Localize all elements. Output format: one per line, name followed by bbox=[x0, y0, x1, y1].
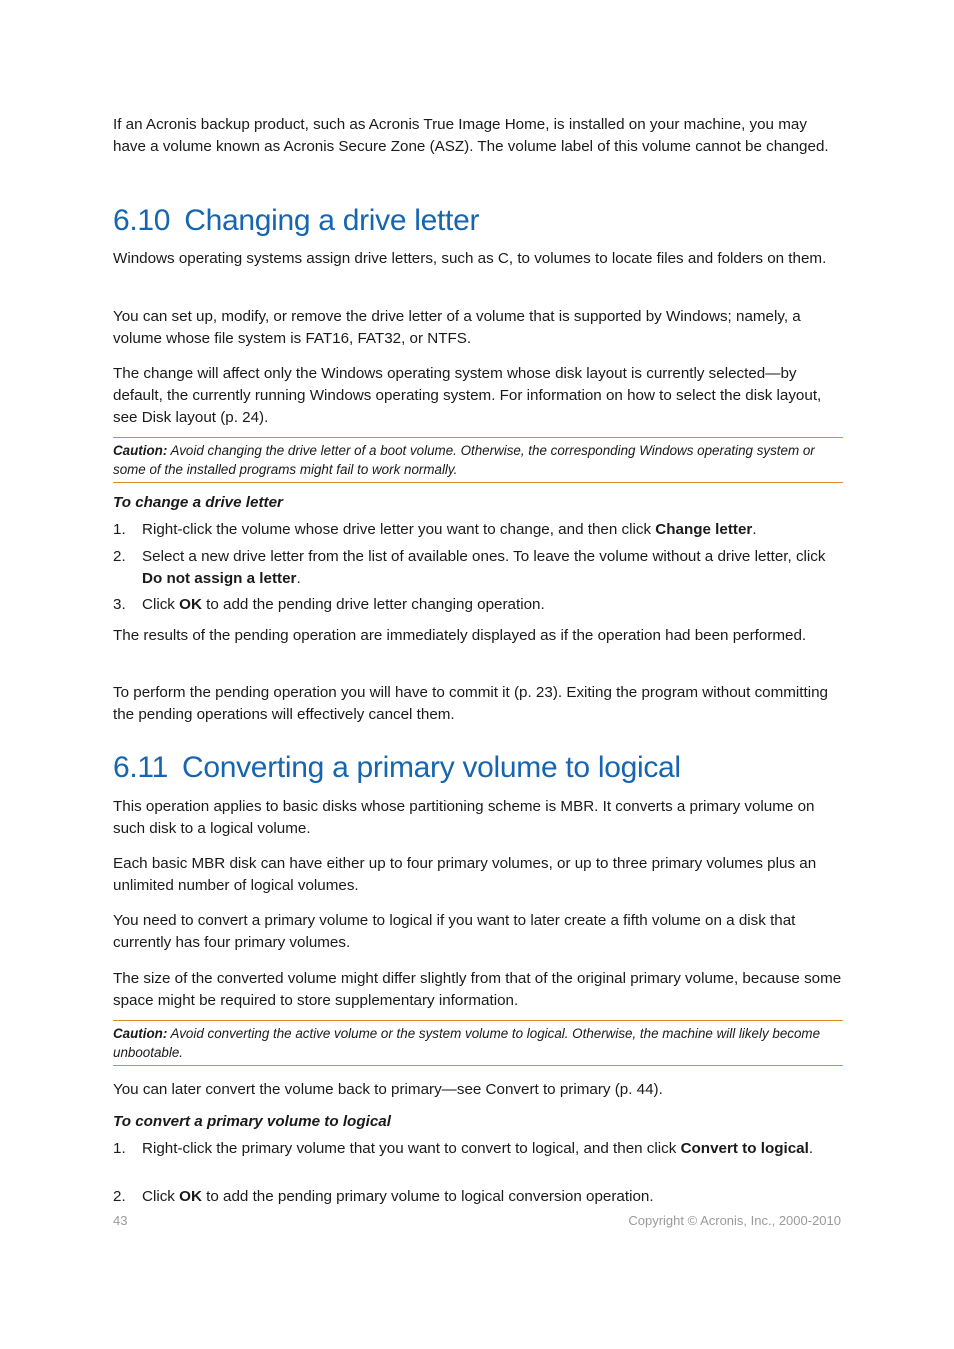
procedure-title: To convert a primary volume to logical bbox=[113, 1113, 391, 1130]
procedure-title: To change a drive letter bbox=[113, 494, 283, 511]
step-text: . bbox=[296, 569, 301, 587]
step-text: Select a new drive letter from the list of available ones. To leave the volume without a drive letter, click bbox=[142, 548, 826, 565]
page-footer bbox=[113, 1213, 841, 1228]
section-number: 6.10 bbox=[113, 204, 171, 237]
section-title: Converting a primary volume to logical bbox=[181, 751, 681, 784]
paragraph: Each basic MBR disk can have either up to four primary volumes, or up to three primary volumes plus an unlimited number of logical volumes. bbox=[113, 855, 817, 894]
ui-command: Change letter bbox=[655, 521, 753, 538]
step-number: 3. bbox=[113, 596, 126, 613]
caution-note bbox=[113, 437, 843, 483]
step-text: Click bbox=[142, 596, 180, 613]
copyright-notice: Copyright © Acronis, Inc., 2000-2010 bbox=[628, 1213, 841, 1228]
list-item bbox=[113, 546, 843, 590]
step-text: Right-click the volume whose drive letter you want to change, and then click bbox=[142, 521, 656, 538]
intro-paragraph: If an Acronis backup product, such as Acronis True Image Home, is installed on your machine, you may have a volume known as Acronis Secure Zone (ASZ). The volume label of this volume cannot be changed. bbox=[113, 116, 829, 155]
caution-text: Avoid changing the drive letter of a boot volume. Otherwise, the corresponding Windows operating system or some of the installed programs might fail to work normally. bbox=[113, 443, 815, 477]
step-text: . bbox=[752, 521, 757, 538]
step-text: Click bbox=[142, 1188, 180, 1205]
paragraph: You need to convert a primary volume to logical if you want to later create a fifth volume on a disk that currently has four primary volumes. bbox=[113, 912, 796, 951]
section-heading-6-11 bbox=[113, 750, 843, 786]
paragraph: Windows operating systems assign drive letters, such as C, to volumes to locate files and folders on them. bbox=[113, 250, 827, 267]
paragraph: This operation applies to basic disks whose partitioning scheme is MBR. It converts a primary volume on such disk to a logical volume. bbox=[113, 798, 815, 837]
step-text: . bbox=[808, 1140, 814, 1157]
paragraph: To perform the pending operation you will have to commit it (p. 23). Exiting the program without committing the pending operations will effectively cancel them. bbox=[113, 684, 828, 723]
ui-command: OK bbox=[179, 1188, 202, 1205]
caution-note bbox=[113, 1020, 843, 1066]
caution-text: Avoid converting the active volume or the system volume to logical. Otherwise, the machine will likely become unbootable. bbox=[113, 1026, 821, 1060]
paragraph: The size of the converted volume might differ slightly from that of the original primary volume, because some space might be required to store supplementary information. bbox=[113, 970, 842, 1009]
step-number: 1. bbox=[113, 1140, 126, 1157]
step-number: 1. bbox=[113, 521, 126, 538]
caution-label: Caution: bbox=[113, 443, 168, 458]
ui-command: Do not assign a letter bbox=[142, 569, 297, 587]
step-number: 2. bbox=[113, 548, 126, 565]
caution-label: Caution: bbox=[113, 1026, 168, 1041]
list-item bbox=[113, 519, 843, 541]
paragraph: You can set up, modify, or remove the drive letter of a volume that is supported by Windows; namely, a volume whose file system is FAT16, FAT32, or NTFS. bbox=[113, 308, 801, 347]
paragraph: The change will affect only the Windows operating system whose disk layout is currently selected—by default, the currently running Windows operating system. For information on how to select the disk layout, see Disk layout (p. 24). bbox=[113, 365, 822, 426]
list-item bbox=[113, 594, 843, 616]
paragraph: You can later convert the volume back to primary—see Convert to primary (p. 44). bbox=[113, 1081, 663, 1098]
list-item bbox=[113, 1138, 843, 1160]
list-item bbox=[113, 1186, 843, 1208]
section-number: 6.11 bbox=[113, 751, 168, 784]
section-title: Changing a drive letter bbox=[184, 204, 480, 237]
step-number: 2. bbox=[113, 1188, 126, 1205]
step-text: Right-click the primary volume that you want to convert to logical, and then click bbox=[142, 1140, 681, 1157]
ui-command: Convert to logical bbox=[680, 1140, 809, 1157]
step-text: to add the pending primary volume to logical conversion operation. bbox=[201, 1188, 654, 1205]
ui-command: OK bbox=[179, 596, 202, 613]
paragraph: The results of the pending operation are immediately displayed as if the operation had been performed. bbox=[113, 627, 807, 644]
page-number: 43 bbox=[113, 1213, 128, 1228]
step-text: to add the pending drive letter changing operation. bbox=[201, 596, 545, 613]
section-heading-6-10 bbox=[113, 203, 843, 239]
